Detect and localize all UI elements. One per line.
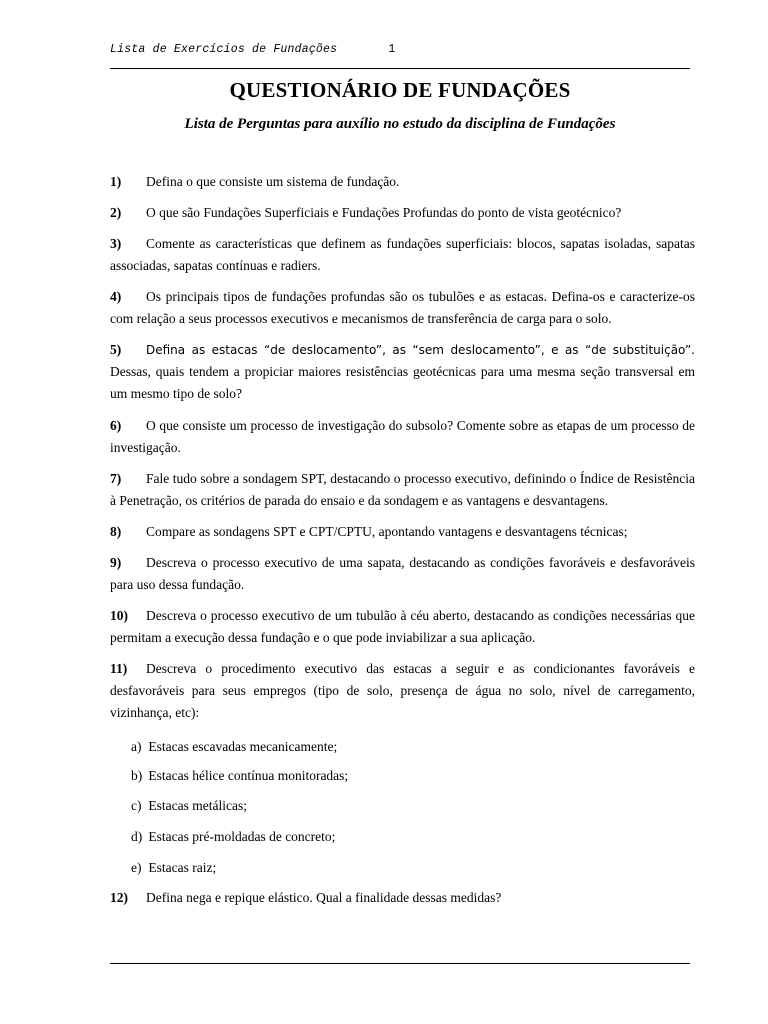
list-item-text: Estacas hélice contínua monitoradas; — [148, 768, 349, 783]
list-item-d — [131, 826, 335, 848]
question-number: 1) — [110, 174, 122, 189]
question-9 — [110, 552, 695, 596]
question-number: 2) — [110, 205, 122, 220]
list-item-letter: d) — [131, 829, 143, 844]
header-rule — [110, 68, 690, 69]
question-3 — [110, 233, 695, 277]
list-item-letter: b) — [131, 768, 143, 783]
list-item-a — [131, 736, 337, 758]
page-subtitle: Lista de Perguntas para auxílio no estudo da disciplina de Fundações — [184, 116, 616, 132]
list-item-text: Estacas pré-moldadas de concreto; — [148, 829, 336, 844]
question-text: Dessas, quais tendem a propiciar maiores resistências geotécnicas para uma mesma seção transversal em um mesmo tipo de solo? — [110, 364, 695, 401]
question-text: O que são Fundações Superficiais e Fundações Profundas do ponto de vista geotécnico? — [146, 205, 622, 220]
question-number: 3) — [110, 236, 122, 251]
question-text: Descreva o processo executivo de uma sapata, destacando as condições favoráveis e desfavoráveis para uso dessa fundação. — [110, 555, 695, 592]
question-7 — [110, 468, 695, 512]
question-4 — [110, 286, 695, 330]
question-text: Comente as características que definem as fundações superficiais: blocos, sapatas isoladas, sapatas associadas, sapatas contínuas e radiers. — [110, 236, 695, 273]
question-12 — [110, 887, 695, 909]
page-title: QUESTIONÁRIO DE FUNDAÇÕES — [229, 78, 571, 102]
question-text-mono: Defina as estacas “de deslocamento”, as “sem deslocamento”, e as “de substituição”. — [146, 343, 695, 357]
list-item-text: Estacas raiz; — [148, 860, 217, 875]
question-text: Compare as sondagens SPT e CPT/CPTU, apontando vantagens e desvantagens técnicas; — [146, 524, 628, 539]
question-text: Os principais tipos de fundações profundas são os tubulões e as estacas. Defina-os e caracterize-os com relação a seus processos executivos e mecanismos de transferência de carga para o solo. — [110, 289, 695, 326]
question-number: 8) — [110, 524, 122, 539]
question-number: 9) — [110, 555, 122, 570]
list-item-b — [131, 765, 348, 787]
question-6 — [110, 415, 695, 459]
question-8 — [110, 521, 695, 543]
question-number: 5) — [110, 342, 122, 357]
list-item-c — [131, 795, 247, 817]
list-item-letter: a) — [131, 739, 142, 754]
question-number: 4) — [110, 289, 122, 304]
list-item-letter: e) — [131, 860, 142, 875]
question-text: Descreva o processo executivo de um tubulão à céu aberto, destacando as condições necessárias que permitam a execução dessa fundação e o que pode inviabilizar a sua aplicação. — [110, 608, 695, 645]
running-title: Lista de Exercícios de Fundações — [110, 43, 338, 56]
question-text: Defina nega e repique elástico. Qual a finalidade dessas medidas? — [146, 890, 502, 905]
question-text: Fale tudo sobre a sondagem SPT, destacando o processo executivo, definindo o Índice de Resistência à Penetração, os critérios de parada do ensaio e da sondagem e as vantagens e desvantagens. — [110, 471, 695, 508]
question-number: 12) — [110, 890, 128, 905]
question-10 — [110, 605, 695, 649]
question-5 — [110, 339, 695, 405]
question-number: 10) — [110, 608, 128, 623]
question-2 — [110, 202, 695, 224]
list-item-letter: c) — [131, 798, 142, 813]
question-number: 7) — [110, 471, 122, 486]
question-text: O que consiste um processo de investigação do subsolo? Comente sobre as etapas de um processo de investigação. — [110, 418, 695, 455]
question-number: 6) — [110, 418, 122, 433]
list-item-text: Estacas metálicas; — [148, 798, 247, 813]
page-number: 1 — [388, 43, 396, 56]
footer-rule — [110, 963, 690, 964]
list-item-text: Estacas escavadas mecanicamente; — [148, 739, 338, 754]
list-item-e — [131, 857, 216, 879]
question-number: 11) — [110, 661, 128, 676]
question-text: Defina o que consiste um sistema de fundação. — [146, 174, 400, 189]
question-text: Descreva o procedimento executivo das estacas a seguir e as condicionantes favoráveis e desfavoráveis para seus empregos (tipo de solo, presença de água no solo, nível de carregamento, vizinhança, etc): — [110, 661, 695, 720]
running-header — [110, 43, 395, 56]
question-11 — [110, 658, 695, 724]
question-1 — [110, 171, 695, 193]
